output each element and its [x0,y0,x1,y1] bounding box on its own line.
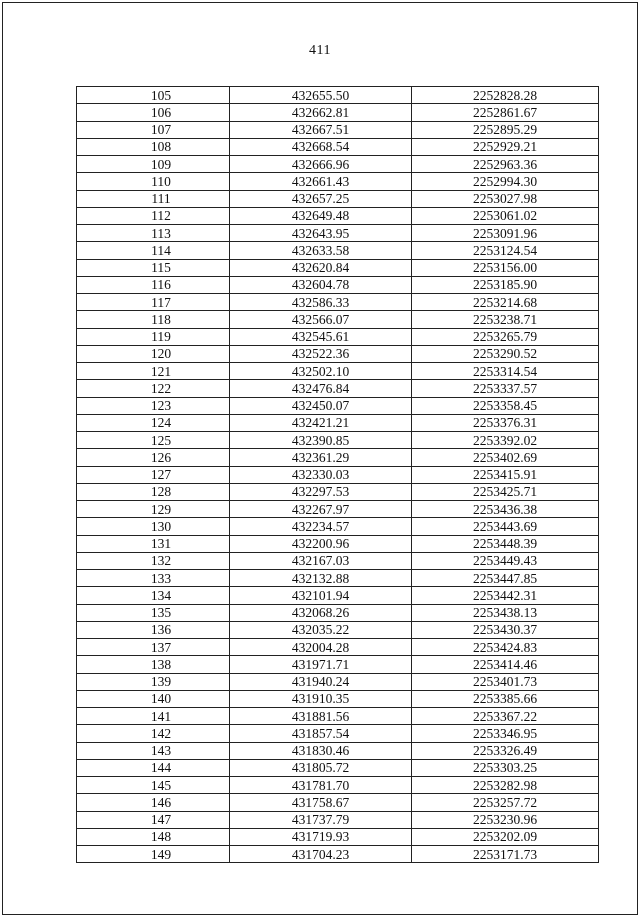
x-coordinate-cell: 432167.03 [230,552,412,569]
table-row [77,828,599,845]
table-row [77,604,599,621]
y-coordinate-cell: 2253436.38 [412,501,599,518]
x-coordinate-cell: 432361.29 [230,449,412,466]
point-number-cell: 117 [77,294,230,311]
table-row [77,466,599,483]
x-coordinate-cell: 431719.93 [230,828,412,845]
y-coordinate-cell: 2253376.31 [412,414,599,431]
table-row [77,794,599,811]
table-row [77,173,599,190]
table-row [77,483,599,500]
y-coordinate-cell: 2253448.39 [412,535,599,552]
table-row [77,552,599,569]
table-row [77,311,599,328]
point-number-cell: 145 [77,777,230,794]
y-coordinate-cell: 2253414.46 [412,656,599,673]
y-coordinate-cell: 2253415.91 [412,466,599,483]
y-coordinate-cell: 2253449.43 [412,552,599,569]
table-row [77,742,599,759]
y-coordinate-cell: 2253124.54 [412,242,599,259]
y-coordinate-cell: 2253061.02 [412,207,599,224]
y-coordinate-cell: 2253185.90 [412,276,599,293]
y-coordinate-cell: 2253358.45 [412,397,599,414]
x-coordinate-cell: 432666.96 [230,156,412,173]
y-coordinate-cell: 2253265.79 [412,328,599,345]
point-number-cell: 146 [77,794,230,811]
y-coordinate-cell: 2253326.49 [412,742,599,759]
table-row [77,777,599,794]
page-number: 411 [309,43,331,58]
point-number-cell: 138 [77,656,230,673]
table-row [77,276,599,293]
y-coordinate-cell: 2253346.95 [412,725,599,742]
y-coordinate-cell: 2253027.98 [412,190,599,207]
x-coordinate-cell: 432068.26 [230,604,412,621]
table-row [77,121,599,138]
point-number-cell: 125 [77,432,230,449]
x-coordinate-cell: 432661.43 [230,173,412,190]
y-coordinate-cell: 2253430.37 [412,621,599,638]
x-coordinate-cell: 431805.72 [230,759,412,776]
y-coordinate-cell: 2253257.72 [412,794,599,811]
x-coordinate-cell: 432200.96 [230,535,412,552]
y-coordinate-cell: 2253367.22 [412,708,599,725]
x-coordinate-cell: 431830.46 [230,742,412,759]
x-coordinate-cell: 432662.81 [230,104,412,121]
table-row [77,501,599,518]
table-row [77,708,599,725]
y-coordinate-cell: 2252895.29 [412,121,599,138]
table-row [77,225,599,242]
x-coordinate-cell: 432668.54 [230,138,412,155]
point-number-cell: 123 [77,397,230,414]
page-bottom-rule [2,914,638,915]
y-coordinate-cell: 2252828.28 [412,87,599,104]
x-coordinate-cell: 432450.07 [230,397,412,414]
point-number-cell: 113 [77,225,230,242]
point-number-cell: 105 [77,87,230,104]
table-row [77,294,599,311]
point-number-cell: 128 [77,483,230,500]
point-number-cell: 109 [77,156,230,173]
x-coordinate-cell: 432566.07 [230,311,412,328]
point-number-cell: 132 [77,552,230,569]
y-coordinate-cell: 2252929.21 [412,138,599,155]
table-row [77,242,599,259]
y-coordinate-cell: 2253424.83 [412,639,599,656]
table-row [77,380,599,397]
table-row [77,690,599,707]
point-number-cell: 115 [77,259,230,276]
point-number-cell: 107 [77,121,230,138]
point-number-cell: 114 [77,242,230,259]
x-coordinate-cell: 432267.97 [230,501,412,518]
table-row [77,621,599,638]
y-coordinate-cell: 2253385.66 [412,690,599,707]
y-coordinate-cell: 2253443.69 [412,518,599,535]
y-coordinate-cell: 2253337.57 [412,380,599,397]
x-coordinate-cell: 431910.35 [230,690,412,707]
point-number-cell: 149 [77,846,230,863]
y-coordinate-cell: 2253392.02 [412,432,599,449]
x-coordinate-cell: 432657.25 [230,190,412,207]
y-coordinate-cell: 2253402.69 [412,449,599,466]
y-coordinate-cell: 2253442.31 [412,587,599,604]
table-row [77,673,599,690]
table-row [77,156,599,173]
table-row [77,449,599,466]
table-row [77,87,599,104]
table-row [77,190,599,207]
coordinates-table-body [77,87,599,863]
point-number-cell: 116 [77,276,230,293]
point-number-cell: 106 [77,104,230,121]
point-number-cell: 112 [77,207,230,224]
point-number-cell: 136 [77,621,230,638]
point-number-cell: 143 [77,742,230,759]
table-row [77,535,599,552]
y-coordinate-cell: 2253282.98 [412,777,599,794]
x-coordinate-cell: 431781.70 [230,777,412,794]
y-coordinate-cell: 2253214.68 [412,294,599,311]
y-coordinate-cell: 2253303.25 [412,759,599,776]
table-row [77,570,599,587]
y-coordinate-cell: 2252861.67 [412,104,599,121]
point-number-cell: 139 [77,673,230,690]
table-row [77,639,599,656]
y-coordinate-cell: 2253238.71 [412,311,599,328]
y-coordinate-cell: 2253156.00 [412,259,599,276]
table-row [77,104,599,121]
x-coordinate-cell: 432297.53 [230,483,412,500]
point-number-cell: 110 [77,173,230,190]
x-coordinate-cell: 431971.71 [230,656,412,673]
x-coordinate-cell: 431704.23 [230,846,412,863]
table-row [77,432,599,449]
x-coordinate-cell: 432101.94 [230,587,412,604]
x-coordinate-cell: 431940.24 [230,673,412,690]
table-row [77,587,599,604]
point-number-cell: 130 [77,518,230,535]
table-row [77,345,599,362]
x-coordinate-cell: 432035.22 [230,621,412,638]
table-row [77,397,599,414]
point-number-cell: 121 [77,363,230,380]
point-number-cell: 124 [77,414,230,431]
x-coordinate-cell: 432649.48 [230,207,412,224]
x-coordinate-cell: 432522.36 [230,345,412,362]
y-coordinate-cell: 2253202.09 [412,828,599,845]
point-number-cell: 120 [77,345,230,362]
point-number-cell: 134 [77,587,230,604]
point-number-cell: 131 [77,535,230,552]
table-row [77,414,599,431]
point-number-cell: 126 [77,449,230,466]
x-coordinate-cell: 432620.84 [230,259,412,276]
point-number-cell: 108 [77,138,230,155]
x-coordinate-cell: 431881.56 [230,708,412,725]
x-coordinate-cell: 432667.51 [230,121,412,138]
table-row [77,846,599,863]
x-coordinate-cell: 432545.61 [230,328,412,345]
table-row [77,328,599,345]
x-coordinate-cell: 432234.57 [230,518,412,535]
x-coordinate-cell: 432476.84 [230,380,412,397]
point-number-cell: 118 [77,311,230,328]
x-coordinate-cell: 432655.50 [230,87,412,104]
point-number-cell: 144 [77,759,230,776]
point-number-cell: 122 [77,380,230,397]
y-coordinate-cell: 2253447.85 [412,570,599,587]
point-number-cell: 129 [77,501,230,518]
x-coordinate-cell: 432421.21 [230,414,412,431]
point-number-cell: 141 [77,708,230,725]
x-coordinate-cell: 431857.54 [230,725,412,742]
table-row [77,363,599,380]
x-coordinate-cell: 432586.33 [230,294,412,311]
x-coordinate-cell: 431758.67 [230,794,412,811]
point-number-cell: 111 [77,190,230,207]
y-coordinate-cell: 2253314.54 [412,363,599,380]
table-row [77,138,599,155]
point-number-cell: 133 [77,570,230,587]
y-coordinate-cell: 2253425.71 [412,483,599,500]
table-row [77,725,599,742]
x-coordinate-cell: 432132.88 [230,570,412,587]
y-coordinate-cell: 2253171.73 [412,846,599,863]
x-coordinate-cell: 432633.58 [230,242,412,259]
x-coordinate-cell: 432604.78 [230,276,412,293]
y-coordinate-cell: 2253230.96 [412,811,599,828]
point-number-cell: 127 [77,466,230,483]
table-row [77,759,599,776]
point-number-cell: 135 [77,604,230,621]
x-coordinate-cell: 432502.10 [230,363,412,380]
table-row [77,656,599,673]
x-coordinate-cell: 432643.95 [230,225,412,242]
y-coordinate-cell: 2253091.96 [412,225,599,242]
y-coordinate-cell: 2253290.52 [412,345,599,362]
y-coordinate-cell: 2253401.73 [412,673,599,690]
coordinates-table [76,86,599,863]
point-number-cell: 148 [77,828,230,845]
table-row [77,259,599,276]
table-row [77,518,599,535]
table-row [77,207,599,224]
y-coordinate-cell: 2252963.36 [412,156,599,173]
y-coordinate-cell: 2253438.13 [412,604,599,621]
x-coordinate-cell: 432004.28 [230,639,412,656]
point-number-cell: 119 [77,328,230,345]
y-coordinate-cell: 2252994.30 [412,173,599,190]
point-number-cell: 142 [77,725,230,742]
x-coordinate-cell: 432330.03 [230,466,412,483]
point-number-cell: 140 [77,690,230,707]
point-number-cell: 137 [77,639,230,656]
x-coordinate-cell: 431737.79 [230,811,412,828]
point-number-cell: 147 [77,811,230,828]
x-coordinate-cell: 432390.85 [230,432,412,449]
table-row [77,811,599,828]
